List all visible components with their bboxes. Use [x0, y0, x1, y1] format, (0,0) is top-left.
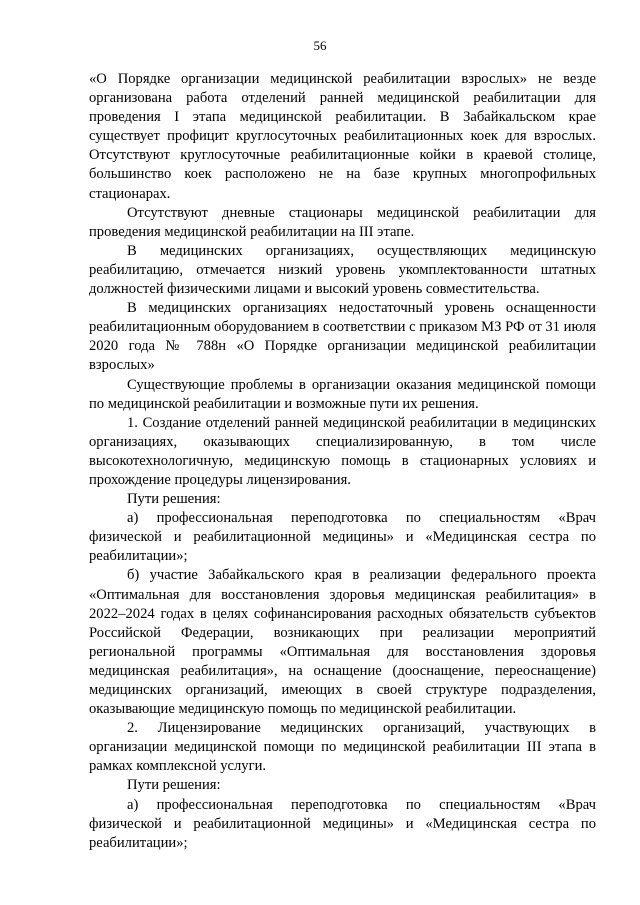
paragraph-day-hospitals: Отсутствуют дневные стационары медицинской реабилитации для проведения медицинской реабилитации на III этапе. — [89, 204, 596, 240]
paragraph-item-2: 2. Лицензирование медицинских организаций, участвующих в организации медицинской помощи по медицинской реабилитации III этапа в рамках комплексной услуги. — [89, 720, 596, 775]
paragraph-solution-1b: б) участие Забайкальского края в реализации федерального проекта «Оптимальная для восстановления здоровья медицинская реабилитация» в 2022–2024 годах в целях софинансирования расходных обязательств субъектов Российской Федерации, возникающих при реализации мероприятий региональной программы «Оптимальная для восстановления здоровья медицинская реабилитация», на оснащение (дооснащение, переоснащение) медицинских организаций, имеющих в своей структуре подразделения, оказывающие медицинскую помощь по медицинской реабилитации. — [89, 567, 596, 718]
paragraph-staffing: В медицинских организациях, осуществляющих медицинскую реабилитацию, отмечается низкий уровень укомплектованности штатных должностей физическими лицами и высокий уровень совместительства. — [89, 242, 596, 298]
paragraph-solution-1a: а) профессиональная переподготовка по специальностям «Врач физической и реабилитационной медицины» и «Медицинская сестра по реабилитации»; — [89, 510, 596, 565]
paragraph-continuation: «О Порядке организации медицинской реабилитации взрослых» не везде организована работа отделений ранней медицинской реабилитации для проведения I этапа медицинской реабилитации. В Забайкальском крае существует профицит круглосуточных реабилитационных коек для взрослых. Отсутствуют круглосуточные реабилитационные койки в краевой столице, большинство коек расположено не на базе крупных многопрофильных стационарах. — [89, 71, 596, 202]
paragraph-solution-2a: а) профессиональная переподготовка по специальностям «Врач физической и реабилитационной медицины» и «Медицинская сестра по реабилитации»; — [89, 796, 596, 851]
paragraph-item-1: 1. Создание отделений ранней медицинской реабилитации в медицинских организациях, оказывающих специализированную, в том числе высокотехнологичную, медицинскую помощь в стационарных условиях и прохождение процедуры лицензирования. — [89, 414, 596, 488]
page-number: 56 — [313, 38, 327, 53]
paragraph-problems-intro: Существующие проблемы в организации оказания медицинской помощи по медицинской реабилитации и возможные пути их решения. — [89, 376, 596, 412]
paragraph-solutions-heading-2: Пути решения: — [127, 777, 221, 794]
document-body — [89, 70, 596, 853]
paragraph-equipment: В медицинских организациях недостаточный уровень оснащенности реабилитационным оборудованием в соответствии с приказом МЗ РФ от 31 июля 2020 года № 788н «О Порядке организации медицинской реабилитации взрослых» — [89, 300, 596, 374]
paragraph-solutions-heading-1: Пути решения: — [127, 491, 221, 508]
